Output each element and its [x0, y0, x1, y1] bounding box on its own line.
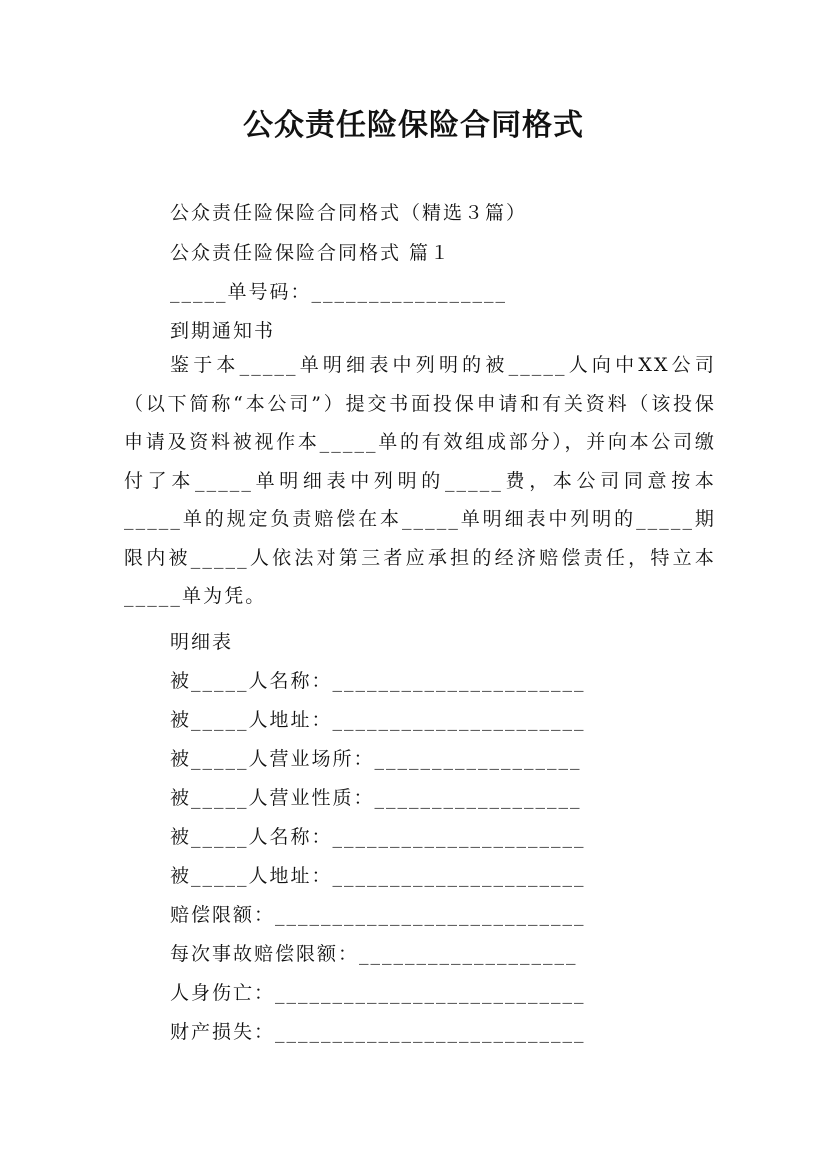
insured-name-field: 被_____人名称：______________________ — [170, 670, 586, 692]
section-heading: 公众责任险保险合同格式 篇１ — [170, 242, 452, 264]
schedule-heading: 明细表 — [170, 631, 234, 653]
notice-heading: 到期通知书 — [170, 320, 276, 342]
document-title: 公众责任险保险合同格式 — [243, 108, 584, 143]
policy-number-line: _____单号码：_________________ — [170, 281, 508, 303]
insured-address-field-2: 被_____人地址：______________________ — [170, 865, 586, 887]
insured-address-field: 被_____人地址：______________________ — [170, 709, 586, 731]
document-subtitle: 公众责任险保险合同格式（精选３篇） — [170, 202, 528, 224]
per-accident-limit-field: 每次事故赔偿限额：___________________ — [170, 943, 578, 965]
insured-business-nature-field: 被_____人营业性质：__________________ — [170, 787, 582, 809]
insured-name-field-2: 被_____人名称：______________________ — [170, 826, 586, 848]
body-paragraph: 鉴于本_____单明细表中列明的被_____人向中XX公司（以下简称“本公司”）提交书面投保申请和有关资料（该投保申请及资料被视作本_____单的有效组成部分），并向本公司缴付了本_____单明细表中列明的_____费，本公司同意按本_____单的规定负责赔偿在本_____单明细表中列明的_____期限内被_____人依法对第三者应承担的经济赔偿责任，特立本_____单为凭。 — [124, 354, 716, 607]
insured-premises-field: 被_____人营业场所：__________________ — [170, 748, 582, 770]
property-loss-field: 财产损失：___________________________ — [170, 1021, 586, 1043]
bodily-injury-field: 人身伤亡：___________________________ — [170, 982, 586, 1004]
indemnity-limit-field: 赔偿限额：___________________________ — [170, 904, 586, 926]
